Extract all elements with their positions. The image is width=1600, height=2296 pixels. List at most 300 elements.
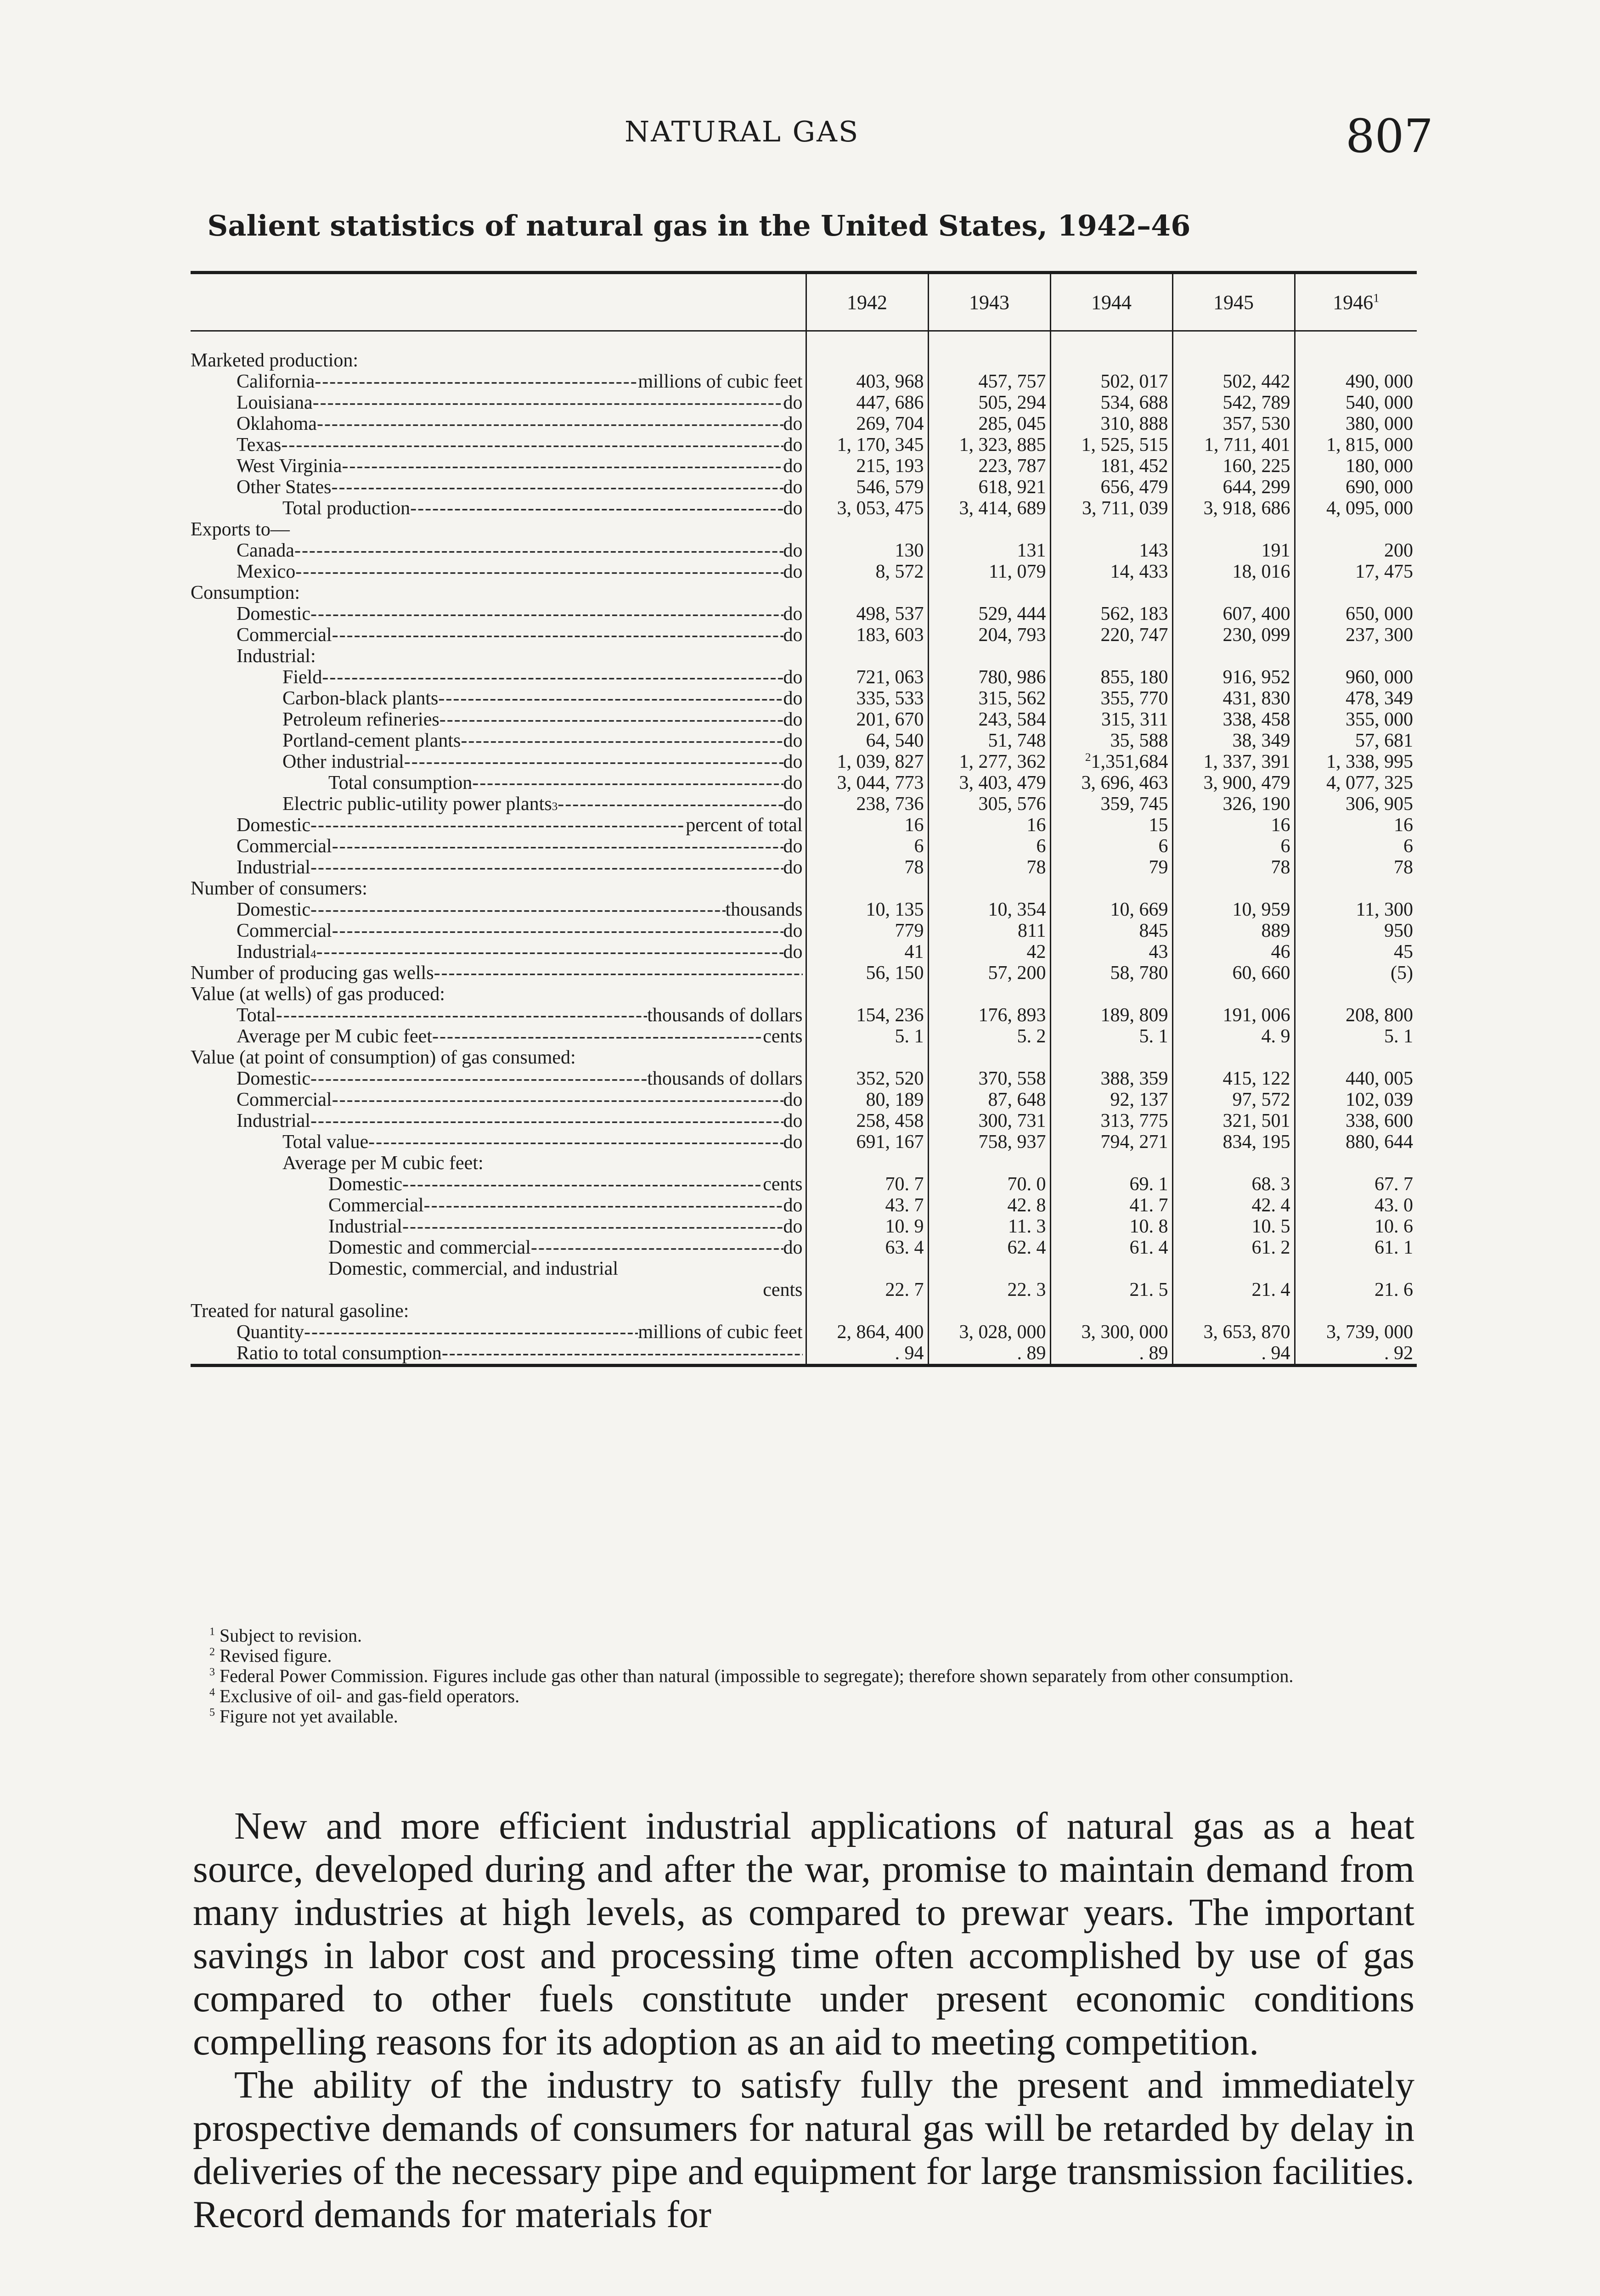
value-cell [1172, 941, 1295, 962]
value-cell [1172, 857, 1295, 878]
value-cell [1295, 1322, 1417, 1343]
table-row [191, 392, 1417, 413]
table-row [191, 1089, 1417, 1110]
value: 834, 195 [1223, 1131, 1290, 1153]
value-cell [806, 878, 928, 899]
value: 16 [1026, 815, 1046, 836]
leader-dots [310, 815, 686, 836]
value-cell [1295, 1153, 1417, 1174]
value: 21. 6 [1375, 1279, 1413, 1300]
value-cell [1295, 1068, 1417, 1089]
value: 43 [1149, 941, 1168, 962]
value-cell [1295, 857, 1417, 878]
row-label: Industrial: [237, 646, 316, 667]
value: 22. 3 [1007, 1279, 1046, 1300]
row-label-cell [191, 1237, 806, 1258]
value: 505, 294 [978, 392, 1046, 413]
value: 313, 775 [1100, 1110, 1168, 1131]
value: 78 [904, 857, 924, 878]
row-label: Domestic [237, 815, 310, 836]
table-row [191, 371, 1417, 392]
row-unit: do [783, 1110, 803, 1131]
value: 490, 000 [1346, 371, 1413, 392]
row-label-cell [191, 772, 806, 793]
value: 721, 063 [856, 667, 924, 688]
value: 57, 681 [1355, 730, 1413, 751]
value: 11, 300 [1356, 899, 1413, 920]
value-cell [1295, 836, 1417, 857]
row-unit: do [783, 498, 803, 519]
value-cell [806, 519, 928, 540]
value: 457, 757 [978, 371, 1046, 392]
footnote [193, 1666, 1424, 1686]
value-cell [928, 331, 1050, 371]
row-label: Commercial [237, 1089, 332, 1110]
body-paragraph: New and more efficient industrial applications of natural gas as a heat source, developed during and after the war, promise to maintain demand from many industries at high levels, as compared to prewar years. The important savings in labor cost and processing time often accomplished by use of gas compared to other fuels constitute under present economic conditions compelling reasons for its adoption as an aid to meeting competition. [193, 1805, 1414, 2063]
value-cell [806, 793, 928, 815]
value: 780, 986 [978, 667, 1046, 688]
table-row [191, 498, 1417, 519]
value-cell [1050, 371, 1172, 392]
value-cell [1050, 540, 1172, 561]
column-header-1944: 1944 [1050, 273, 1172, 331]
value-cell [1172, 1216, 1295, 1237]
value-cell [806, 751, 928, 772]
value-cell [928, 434, 1050, 456]
value-cell [1172, 1322, 1295, 1343]
value-cell [928, 625, 1050, 646]
value-cell [806, 1131, 928, 1153]
value: 183, 603 [856, 625, 924, 646]
value-cell [806, 772, 928, 793]
value-cell [1050, 413, 1172, 434]
value-cell [1172, 709, 1295, 730]
table-row [191, 962, 1417, 984]
table-row [191, 793, 1417, 815]
value-cell [1295, 540, 1417, 561]
value: . 89 [1139, 1343, 1168, 1364]
value: 10, 959 [1232, 899, 1290, 920]
value-cell [1295, 1026, 1417, 1047]
value-cell [1050, 1068, 1172, 1089]
value-cell [1295, 331, 1417, 371]
value-cell [1172, 1047, 1295, 1068]
row-label-cell: Electric public-utility power plants 3 ----- do [191, 793, 806, 815]
value-cell [806, 477, 928, 498]
value: 42 [1026, 941, 1046, 962]
value-cell [928, 582, 1050, 603]
value: (5) [1391, 962, 1413, 984]
row-unit: do [783, 709, 803, 730]
table-row [191, 1068, 1417, 1089]
leader-dots [332, 836, 783, 857]
footnote [193, 1646, 1424, 1666]
value-cell [1172, 456, 1295, 477]
value-cell [1050, 498, 1172, 519]
row-label: Exports to— [191, 519, 290, 540]
value: 5. 2 [1017, 1026, 1046, 1047]
body-paragraph: The ability of the industry to satisfy fully the present and immediately prospective demands of consumers for natural gas will be retarded by delay in deliveries of the necessary pipe and equipment for large transmission facilities. Record demands for materials for [193, 2064, 1414, 2236]
row-label: Commercial [237, 836, 332, 857]
row-label-cell [191, 540, 806, 561]
value-cell [1172, 1110, 1295, 1131]
table-row [191, 1322, 1417, 1343]
value-cell [1172, 1195, 1295, 1216]
value-cell [1295, 1005, 1417, 1026]
footnote-text: Exclusive of oil- and gas-field operators. [220, 1686, 520, 1706]
row-label-cell [191, 477, 806, 498]
value: 3, 300, 000 [1081, 1322, 1168, 1343]
row-label: Commercial [237, 625, 332, 646]
value: 64, 540 [866, 730, 924, 751]
leader-dots [402, 1174, 763, 1195]
row-label: Domestic [328, 1174, 402, 1195]
value-cell [1172, 1343, 1295, 1366]
row-unit: do [783, 1131, 803, 1153]
value: 46 [1271, 941, 1290, 962]
column-header-1943: 1943 [928, 273, 1050, 331]
value-cell [928, 392, 1050, 413]
table-row [191, 477, 1417, 498]
row-label: Average per M cubic feet [237, 1026, 432, 1047]
row-label: Field [282, 667, 322, 688]
value: 6 [914, 836, 924, 857]
value-cell [1172, 1174, 1295, 1195]
body-text [193, 1805, 1414, 2236]
value-cell [1172, 413, 1295, 434]
value-cell [1050, 793, 1172, 815]
value: 950 [1384, 920, 1413, 941]
row-unit: do [783, 772, 803, 793]
row-label: Marketed production: [191, 350, 359, 371]
row-unit: do [783, 625, 803, 646]
value: 38, 349 [1232, 730, 1290, 751]
table-row [191, 625, 1417, 646]
value: 3, 028, 000 [959, 1322, 1046, 1343]
table-row [191, 456, 1417, 477]
value-cell [1050, 709, 1172, 730]
row-unit: cents [763, 1026, 803, 1047]
value: 35, 588 [1110, 730, 1168, 751]
table-row [191, 1005, 1417, 1026]
leader-dots [304, 1322, 638, 1343]
value: 238, 736 [856, 793, 924, 815]
value-cell [928, 836, 1050, 857]
value-cell [1050, 857, 1172, 878]
row-label: West Virginia [237, 456, 342, 477]
table-row [191, 709, 1417, 730]
value: 200 [1384, 540, 1413, 561]
value-cell [806, 434, 928, 456]
value-cell [1172, 561, 1295, 582]
row-label: Industrial [237, 941, 310, 962]
row-unit: do [783, 941, 803, 962]
value-cell [1050, 331, 1172, 371]
table-row [191, 1237, 1417, 1258]
column-header-1945: 1945 [1172, 273, 1295, 331]
value: 180, 000 [1346, 456, 1413, 477]
value-cell [928, 815, 1050, 836]
value-cell [928, 1258, 1050, 1300]
row-label-cell [191, 836, 806, 857]
row-label: Other industrial [282, 751, 404, 772]
value: 542, 789 [1223, 392, 1290, 413]
value: 60, 660 [1232, 962, 1290, 984]
leader-dots [402, 1216, 783, 1237]
value-cell [1050, 561, 1172, 582]
value-cell [1172, 688, 1295, 709]
value-cell [928, 540, 1050, 561]
table-row [191, 434, 1417, 456]
leader-dots [332, 1089, 783, 1110]
value: 143 [1139, 540, 1168, 561]
value-cell [1050, 1047, 1172, 1068]
footnote-number: 4 [209, 1686, 215, 1699]
value-cell [1172, 625, 1295, 646]
value-cell [928, 878, 1050, 899]
table-row [191, 646, 1417, 667]
value: 51, 748 [988, 730, 1046, 751]
table-row [191, 730, 1417, 751]
row-label-cell [191, 498, 806, 519]
leader-dots [442, 1343, 803, 1364]
value: 62. 4 [1007, 1237, 1046, 1258]
value: 61. 4 [1129, 1237, 1168, 1258]
value-cell [1295, 1237, 1417, 1258]
value-cell [1295, 1174, 1417, 1195]
value-cell [928, 984, 1050, 1005]
value: 403, 968 [856, 371, 924, 392]
value-cell [1050, 1258, 1172, 1300]
value: 3, 739, 000 [1326, 1322, 1413, 1343]
row-label: Domestic, commercial, and industrial [328, 1258, 618, 1279]
leader-dots [332, 625, 783, 646]
value-cell [1295, 456, 1417, 477]
value-cell [1295, 941, 1417, 962]
value: 960, 000 [1346, 667, 1413, 688]
footnote-number: 3 [209, 1666, 215, 1678]
value-cell [1295, 772, 1417, 793]
row-unit: do [783, 857, 803, 878]
value: 57, 200 [988, 962, 1046, 984]
row-label-cell [191, 984, 806, 1005]
value: 80, 189 [866, 1089, 924, 1110]
value-cell [1295, 688, 1417, 709]
row-label-cell [191, 1089, 806, 1110]
leader-dots [461, 730, 783, 751]
row-unit: do [783, 1195, 803, 1216]
row-label: Louisiana [237, 392, 313, 413]
row-unit: do [783, 540, 803, 561]
value: 562, 183 [1100, 603, 1168, 625]
value-cell [1050, 962, 1172, 984]
table-row [191, 1131, 1417, 1153]
leader-dots [313, 392, 783, 413]
value-cell [1172, 540, 1295, 561]
value-cell [1050, 1005, 1172, 1026]
value-cell [928, 899, 1050, 920]
value-cell [1295, 646, 1417, 667]
value: 67. 7 [1375, 1174, 1413, 1195]
row-label: Domestic [237, 899, 310, 920]
value-cell [1050, 730, 1172, 751]
value: 415, 122 [1223, 1068, 1290, 1089]
value: 534, 688 [1100, 392, 1168, 413]
value: 355, 000 [1346, 709, 1413, 730]
value: 529, 444 [978, 603, 1046, 625]
value-cell [1172, 751, 1295, 772]
value: 10, 354 [988, 899, 1046, 920]
footnote [193, 1686, 1424, 1706]
value-cell [806, 1174, 928, 1195]
column-header-1942: 1942 [806, 273, 928, 331]
value-cell [1050, 1110, 1172, 1131]
value-cell [1050, 646, 1172, 667]
value-cell [1295, 1195, 1417, 1216]
row-label-cell [191, 1322, 806, 1343]
value: 78 [1394, 857, 1413, 878]
value: . 94 [895, 1343, 924, 1364]
value-cell [928, 561, 1050, 582]
value: 285, 045 [978, 413, 1046, 434]
value: 269, 704 [856, 413, 924, 434]
value-cell [1050, 477, 1172, 498]
value: 5. 1 [1384, 1026, 1413, 1047]
value: 42. 4 [1251, 1195, 1290, 1216]
value: 10. 8 [1129, 1216, 1168, 1237]
table-row [191, 519, 1417, 540]
row-unit: do [783, 920, 803, 941]
value: 70. 0 [1007, 1174, 1046, 1195]
value-cell [806, 561, 928, 582]
leader-dots [294, 540, 783, 561]
value: 502, 442 [1223, 371, 1290, 392]
value-cell [1295, 899, 1417, 920]
value-cell [806, 1026, 928, 1047]
value-cell [1172, 730, 1295, 751]
value-cell [1295, 1089, 1417, 1110]
leader-dots [310, 857, 783, 878]
value-cell [1172, 878, 1295, 899]
row-label-cell [191, 815, 806, 836]
value-cell [806, 984, 928, 1005]
row-unit: do [783, 413, 803, 434]
value: 243, 584 [978, 709, 1046, 730]
value: 16 [1394, 815, 1413, 836]
table-row [191, 561, 1417, 582]
value-cell [806, 1005, 928, 1026]
row-label: Texas [237, 434, 282, 456]
value-cell [1050, 456, 1172, 477]
value-cell [1172, 331, 1295, 371]
value: 310, 888 [1100, 413, 1168, 434]
row-label: Canada [237, 540, 294, 561]
row-label: Other States [237, 477, 332, 498]
value-cell [928, 857, 1050, 878]
value: 102, 039 [1346, 1089, 1413, 1110]
row-unit: do [783, 392, 803, 413]
row-label: Total value [282, 1131, 369, 1153]
value-cell [1050, 1026, 1172, 1047]
value: 315, 562 [978, 688, 1046, 709]
row-label-cell [191, 751, 806, 772]
value-cell [928, 1174, 1050, 1195]
table-row [191, 1026, 1417, 1047]
value: 3, 711, 039 [1082, 498, 1168, 519]
row-label-cell [191, 646, 806, 667]
value-cell [928, 1005, 1050, 1026]
value: 17, 475 [1355, 561, 1413, 582]
value: 380, 000 [1346, 413, 1413, 434]
leader-dots [472, 772, 783, 793]
value-cell [928, 667, 1050, 688]
value-cell [806, 709, 928, 730]
value-cell [1295, 1258, 1417, 1300]
row-label-cell [191, 1174, 806, 1195]
value: 45 [1394, 941, 1413, 962]
value: 21. 5 [1129, 1279, 1168, 1300]
value-cell [928, 1068, 1050, 1089]
value: 2, 864, 400 [837, 1322, 924, 1343]
row-label: Carbon-black plants [282, 688, 439, 709]
row-unit: do [783, 456, 803, 477]
value: 691, 167 [856, 1131, 924, 1153]
table-row [191, 857, 1417, 878]
table-row [191, 1110, 1417, 1131]
value-cell [928, 1026, 1050, 1047]
value: 889 [1261, 920, 1290, 941]
value-cell [1050, 1322, 1172, 1343]
value-cell [1295, 371, 1417, 392]
value: 10. 9 [885, 1216, 924, 1237]
value: 8, 572 [875, 561, 924, 582]
footnote-ref: 2 [1085, 751, 1091, 764]
row-label-cell [191, 1005, 806, 1026]
value-cell [928, 920, 1050, 941]
value-cell [928, 1343, 1050, 1366]
row-label: Electric public-utility power plants [282, 793, 552, 815]
table-row [191, 603, 1417, 625]
value-cell [806, 331, 928, 371]
table-row [191, 582, 1417, 603]
row-label: Oklahoma [237, 413, 317, 434]
value-cell [806, 1322, 928, 1343]
leader-dots [424, 1195, 783, 1216]
value-cell [1295, 477, 1417, 498]
leader-dots [439, 709, 783, 730]
value: 21. 4 [1251, 1279, 1290, 1300]
value-cell [1172, 899, 1295, 920]
value-cell [1295, 582, 1417, 603]
value-cell [1050, 392, 1172, 413]
row-label: Portland-cement plants [282, 730, 461, 751]
value-cell [1295, 730, 1417, 751]
row-unit: do [783, 836, 803, 857]
value: 6 [1158, 836, 1168, 857]
leader-dots [310, 603, 783, 625]
value: 447, 686 [856, 392, 924, 413]
value: 41 [904, 941, 924, 962]
table-row [191, 984, 1417, 1005]
value: 220, 747 [1100, 625, 1168, 646]
value-cell [1050, 751, 1172, 772]
value: 607, 400 [1223, 603, 1290, 625]
value: 4, 077, 325 [1326, 772, 1413, 793]
table-row [191, 1258, 1417, 1300]
value-cell [1050, 1153, 1172, 1174]
value-cell [1172, 519, 1295, 540]
value: 92, 137 [1110, 1089, 1168, 1110]
